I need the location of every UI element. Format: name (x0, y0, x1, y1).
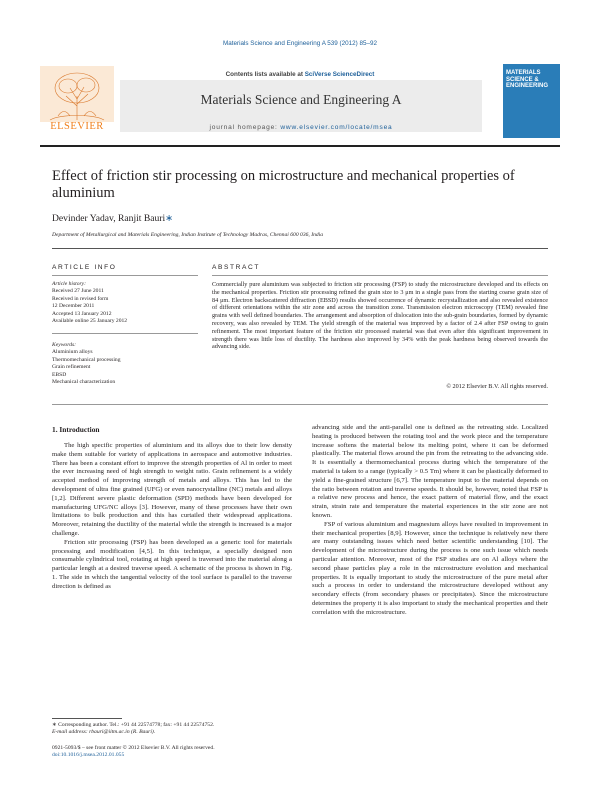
body-paragraph: Friction stir processing (FSP) has been developed as a generic tool for materials processing and modification [4,5]. In this technique, a specially designed non consumable cylindrical tool, rotating at high speed is traversed into the material along a particular length at a desired traverse speed. A schematic of the process is shown in Fig. 1. The side in which the tangential velocity of the tool surface is parallel to the traverse direction is defined as (52, 538, 292, 590)
header-rule (40, 145, 560, 147)
abstract-text: Commercially pure aluminium was subjected to friction stir processing (FSP) to study the microstructure developed and its effects on the mechanical properties. Friction stir processing refined the grain size to 3 μm in a single pass from the starting coarse grain size of 84 μm. Electron backscattered diffraction (EBSD) results showed occurrence of dynamic recrystallization and also revealed existence of different orientations within the stir zone and across the transition zone. Transmission electron microscopy (TEM) revealed fine grains with well defined boundaries. The arrangement and absorption of dislocation into the sub-grain boundaries, formed by dynamic recovery, was also revealed by TEM. The yield strength of the material was improved by a factor of 2.4 after FSP owing to grain refinement. The most important feature of the friction stir processed material was that even after this significant improvement in strength there was little loss of ductility. The hardness also improved by 34% with the peak hardness being observed towards the advancing side. (212, 281, 548, 351)
abstract-rule (212, 275, 548, 276)
elsevier-wordmark: ELSEVIER (50, 121, 104, 132)
authors (52, 213, 173, 224)
body-paragraph: The high specific properties of aluminium and its alloys due to their low density make them suitable for variety of applications in aerospace and automotive industries. There has been a constant effort to improve the strength properties of Al in order to meet the ever increasing need of high strength to weight ratio. Grain refinement is a widely accepted method of improving strength of metals and alloys. This has led to the development of ultra fine grained (UFG) or even nanocrystalline (NC) metals and alloys [1,2]. Different severe plastic deformation (SPD) methods have been developed for manufacturing UFG/NC alloys [3]. However, many of these processes have their own limitations to bulk production and this has curtailed their widespread applications. Moreover, retaining the ductility of the material while the strength is increased is a major challenge. (52, 442, 292, 537)
body-left-column (52, 442, 292, 592)
abstract-heading: ABSTRACT (212, 264, 260, 271)
body-right-column (312, 424, 548, 618)
footnote-rule (52, 718, 122, 719)
journal-reference[interactable]: Materials Science and Engineering A 539 (2012) 85–92 (222, 40, 378, 47)
history-item: Available online 25 January 2012 (52, 318, 128, 325)
journal-homepage (120, 124, 482, 131)
title-rule (52, 248, 548, 249)
body-paragraph: FSP of various aluminium and magnesium alloys have resulted in improvement in their mechanical properties [8,9]. However, since the technique is relatively new there are many outstanding issues which need better scientific understanding [10]. The development of the microstructure during the process is one such issue which needs particular attention. Moreover, most of the FSP studies are on Al alloys where the second phase particles play a role in the microstructure evolution and mechanical properties. It is equally important to study the microstructure of the pure metal after such a process in order to understand the microstructure developed without any secondary effects (from secondary phases or precipitates). Since the microstructure determines the property it is also important to study the mechanical properties and their correlation with the microstructure. (312, 520, 548, 616)
keywords-heading: Keywords: (52, 342, 77, 348)
keyword-item: Grain refinement (52, 364, 91, 371)
keyword-item: Mechanical characterization (52, 379, 116, 386)
cover-title: MATERIALS SCIENCE & ENGINEERING (506, 70, 549, 89)
corresponding-author-mark[interactable]: ∗ (165, 213, 174, 224)
article-history (52, 281, 198, 325)
keyword-item: EBSD (52, 371, 67, 378)
author-names: Devinder Yadav, Ranjit Bauri (52, 213, 166, 224)
article-title: Effect of friction stir processing on microstructure and mechanical properties of aluminium (52, 168, 515, 201)
history-item: Received in revised form (52, 295, 109, 302)
keywords-rule (52, 333, 198, 334)
sciencedirect-link[interactable]: SciVerse ScienceDirect (304, 71, 375, 78)
history-item: Accepted 13 January 2012 (52, 310, 112, 317)
issn-footer (52, 745, 352, 760)
history-item: 12 December 2011 (52, 303, 95, 310)
keyword-item: Aluminium alloys (52, 349, 93, 356)
contents-line (120, 71, 480, 78)
introduction-heading: 1. Introduction (52, 425, 100, 434)
email-note[interactable]: E-mail address: rbauri@iitm.ac.in (R. Bauri). (52, 729, 156, 736)
footnote (52, 722, 292, 737)
keyword-item: Thermomechanical processing (52, 356, 121, 363)
abstract-end-rule (52, 404, 548, 405)
doi-link[interactable]: doi:10.1016/j.msea.2012.01.055 (52, 752, 125, 759)
issn-line: 0921-5093/$ – see front matter © 2012 Elsevier B.V. All rights reserved. (52, 745, 215, 751)
copyright-notice: © 2012 Elsevier B.V. All rights reserved. (446, 383, 548, 390)
article-info-rule (52, 275, 198, 276)
affiliation: Department of Metallurgical and Materials Engineering, Indian Institute of Technology Madras, Chennai 600 036, India (52, 232, 324, 238)
homepage-label: journal homepage: (209, 124, 281, 131)
article-info-heading: ARTICLE INFO (52, 264, 117, 271)
homepage-link[interactable]: www.elsevier.com/locate/msea (280, 124, 393, 131)
history-heading: Article history: (52, 281, 87, 287)
history-item: Received 27 June 2011 (52, 288, 104, 295)
journal-title: Materials Science and Engineering A (200, 92, 402, 107)
corresponding-author-note: ∗ Corresponding author. Tel.: +91 44 22574778; fax: +91 44 22574752. (52, 722, 215, 728)
body-paragraph: advancing side and the anti-parallel one is defined as the retreating side. Localized heating is produced between the rotating tool and the work piece and the temperature increase softens the material below its melting point, where it can be deformed plastically. The material flows around the pin from the retreating to the advancing side. It is essentially a thermomechanical process during which the temperature of the material is taken to a range (typically > 0.5 Tm) where it can be plastically deformed to yield a fine-grained structure [6,7]. The temperature input to the material depends on the ratio between rotation and traverse speeds. It should be, however, noted that FSP is a relative new process and hence, the exact pattern of material flow, and the exact strain, strain rate and temperature the material experiences in the stir zone are not known. (312, 424, 548, 519)
contents-prefix: Contents lists available at (225, 71, 305, 78)
keywords (52, 342, 198, 386)
